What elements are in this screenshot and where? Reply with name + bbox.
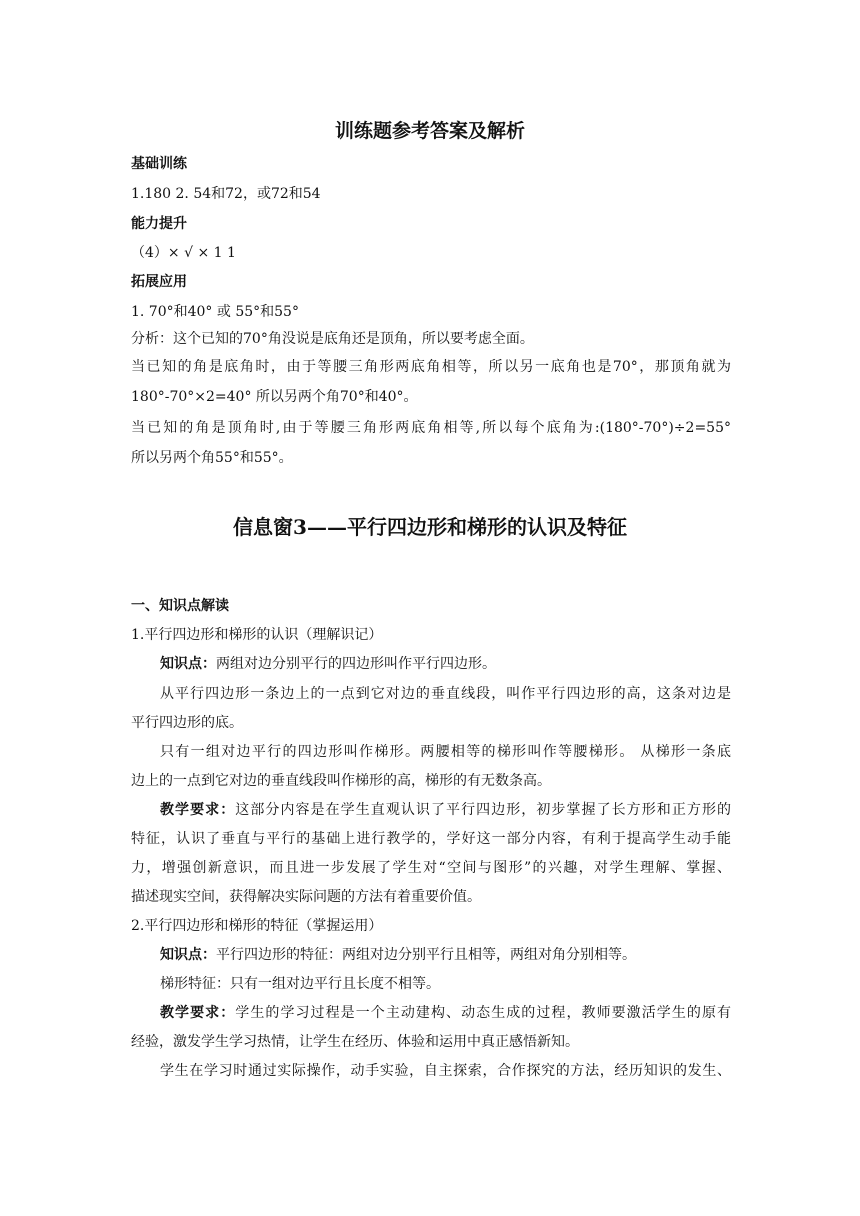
requirement-label-2: 教学要求：	[160, 1005, 236, 1021]
item1-kp-text: 两组对边分别平行的四边形叫作平行四边形。	[216, 656, 496, 672]
case2-line-a: 当已知的角是顶角时,由于等腰三角形两底角相等,所以每个底角为:(180°-70°)÷2=55°	[131, 420, 731, 436]
item2-knowledge-point	[160, 945, 731, 965]
expand-answer: 1. 70°和40° 或 55°和55°	[131, 304, 299, 320]
item1-requirement-d: 描述现实空间，获得解决实际问题的方法有着重要价值。	[131, 889, 481, 905]
answers-title: 训练题参考答案及解析	[334, 120, 525, 142]
item1-p2-line-a: 从平行四边形一条边上的一点到它对边的垂直线段，叫作平行四边形的高，这条对边是	[160, 686, 731, 702]
analysis-line: 分析：这个已知的70°角没说是底角还是顶角，所以要考虑全面。	[131, 331, 534, 347]
item2-requirement-a	[160, 1003, 731, 1023]
item2-kp-text: 平行四边形的特征：两组对边分别平行且相等，两组对角分别相等。	[216, 947, 636, 963]
ability-heading: 能力提升	[131, 216, 187, 232]
section-title: 信息窗3——平行四边形和梯形的认识及特征	[233, 515, 627, 539]
basic-training-heading: 基础训练	[131, 156, 187, 172]
knowledge-point-label-2: 知识点：	[160, 947, 216, 963]
item2-paragraph-a: 学生在学习时通过实际操作，动手实验，自主探索，合作探究的方法，经历知识的发生、	[160, 1063, 731, 1079]
item1-p2-line-b: 平行四边形的底。	[131, 715, 243, 731]
item1-requirement-b: 特征，认识了垂直与平行的基础上进行教学的，学好这一部分内容，有利于提高学生动手能	[131, 831, 731, 847]
item1-requirement-c: 力，增强创新意识，而且进一步发展了学生对“空间与图形”的兴趣，对学生理解、掌握、	[131, 860, 731, 876]
item1-requirement-a	[160, 800, 731, 820]
item2-trapezoid-feature: 梯形特征：只有一组对边平行且长度不相等。	[160, 976, 440, 992]
item1-req-text-a: 这部分内容是在学生直观认识了平行四边形，初步掌握了长方形和正方形的	[235, 802, 732, 818]
item2-req-text-a: 学生的学习过程是一个主动建构、动态生成的过程，教师要激活学生的原有	[235, 1005, 732, 1021]
item2-title: 2.平行四边形和梯形的特征（掌握运用）	[131, 918, 383, 934]
item1-knowledge-point	[160, 654, 731, 674]
case2-line-b: 所以另两个角55°和55°。	[131, 450, 293, 466]
item1-p3-line-a: 只有一组对边平行的四边形叫作梯形。两腰相等的梯形叫作等腰梯形。 从梯形一条底	[160, 744, 731, 760]
basic-training-answer: 1.180 2. 54和72，或72和54	[131, 186, 321, 202]
item1-p3-line-b: 边上的一点到它对边的垂直线段叫作梯形的高，梯形的有无数条高。	[131, 773, 551, 789]
expand-heading: 拓展应用	[131, 274, 187, 290]
requirement-label: 教学要求：	[160, 802, 236, 818]
knowledge-point-label: 知识点：	[160, 656, 216, 672]
ability-answer: （4）× √ × 1 1	[131, 245, 236, 261]
knowledge-heading: 一、知识点解读	[131, 598, 229, 614]
case1-line-a: 当已知的角是底角时，由于等腰三角形两底角相等，所以另一底角也是70°，那顶角就为	[131, 359, 731, 375]
item1-title: 1.平行四边形和梯形的认识（理解识记）	[131, 627, 383, 643]
item2-requirement-b: 经验，激发学生学习热情，让学生在经历、体验和运用中真正感悟新知。	[131, 1034, 579, 1050]
case1-line-b: 180°-70°×2=40° 所以另两个角70°和40°。	[131, 389, 418, 405]
